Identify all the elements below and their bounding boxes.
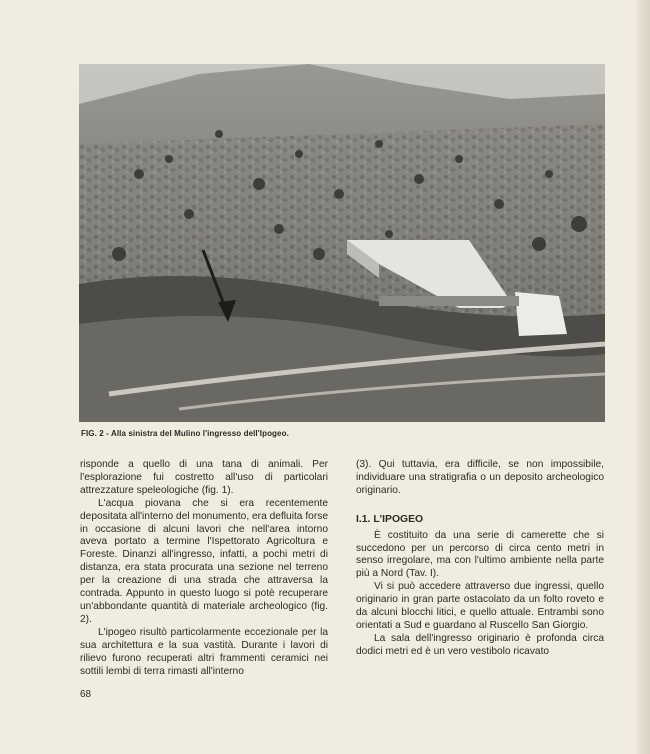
- paragraph: risponde a quello di una tana di animali. Per l'esplorazione fui costretto all'uso di particolari attrezzature speleologiche (fig. 1).: [80, 459, 328, 496]
- paragraph: L'ipogeo risultò particolarmente eccezionale per la sua architettura e la sua vastità. Durante i lavori di rilievo furono recuperati altri frammenti ceramici nei sottili lembi di terra rimasti all'interno: [80, 626, 328, 677]
- page-number: 68: [80, 689, 92, 700]
- figure-photo: [79, 64, 605, 422]
- left-text-column: [80, 459, 328, 678]
- right-text-column: [356, 459, 604, 659]
- paragraph: (3). Qui tuttavia, era difficile, se non impossibile, individuare una stratigrafia o un deposito archeologico originario.: [356, 459, 604, 496]
- figure-caption: FIG. 2 - Alla sinistra del Mulino l'ingresso dell'Ipogeo.: [81, 429, 289, 438]
- paragraph: L'acqua piovana che si era recentemente depositata all'interno del monumento, era defluita forse in occasione di alcuni lavori che nell'area intorno aveva portato a termine l'Ispettorato Agricoltura e Foreste. Dinanzi all'ingresso, infatti, a pochi metri di distanza, era stata procurata una sezione nel terreno per la creazione di una strada che attraversa la contrada. Appunto in questo luogo si potè recuperare un'abbondante quantità di materiale archeologico (fig. 2).: [80, 497, 328, 625]
- page-edge: [636, 0, 650, 754]
- paragraph: È costituito da una serie di camerette che si succedono per un percorso di circa cento metri in senso irregolare, ma con l'ultimo ambiente nella parte più a Nord (Tav. I).: [356, 529, 604, 580]
- paragraph: Vi si può accedere attraverso due ingressi, quello originario in gran parte ostacolato da un folto roveto e da alcuni blocchi litici, e quello attuale. Entrambi sono orientati a Sud e guardano al Ruscello San Giorgio.: [356, 581, 604, 631]
- paragraph: La sala dell'ingresso originario è profonda circa dodici metri ed è un vero vestibolo ricavato: [356, 632, 604, 657]
- section-heading: I.1. L'IPOGEO: [356, 513, 424, 525]
